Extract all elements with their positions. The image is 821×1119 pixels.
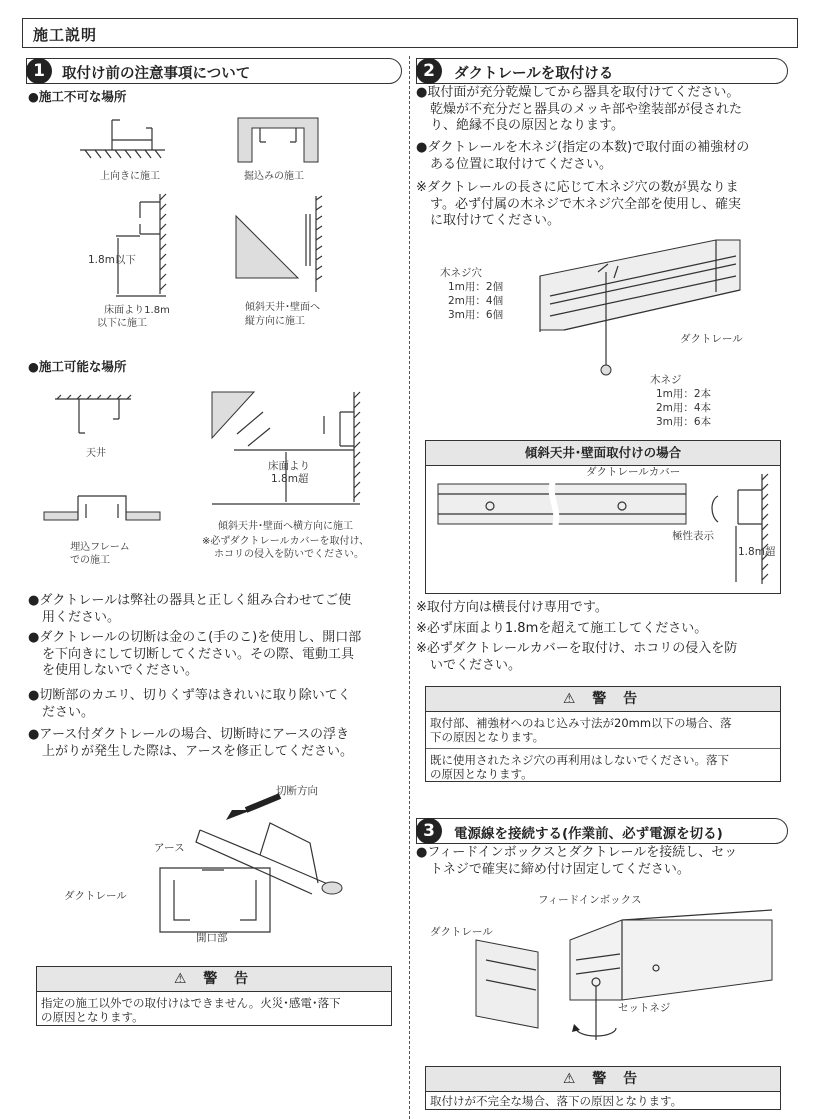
label-set-screw: セットネジ	[618, 1002, 671, 1014]
label-earth: アース	[154, 842, 185, 854]
ceiling-install-diagram	[55, 395, 135, 440]
recessed-install-diagram	[238, 118, 328, 163]
label-screw-holes: 木ネジ穴	[440, 267, 482, 279]
caption-upward: 上向きに施工	[100, 171, 160, 182]
label-cut-direction: 切断方向	[276, 785, 318, 797]
s2-warning-line-1: 取付部、補強材へのねじ込み寸法が20mm以下の場合、落	[430, 716, 732, 730]
rail-screw-diagram	[520, 236, 750, 386]
s1-warning-title: ⚠ 警 告	[37, 967, 391, 992]
section3-title: 電源線を接続する(作業前、必ず電源を切る)	[454, 826, 723, 842]
caption-slope-vertical-1: 傾斜天井･壁面へ	[245, 302, 320, 313]
label-1-8m-over-s2: 1.8m超	[738, 546, 776, 558]
s2-warning-title: ⚠ 警 告	[426, 687, 780, 712]
upward-install-diagram	[80, 112, 170, 162]
label-floor-above: 床面より	[268, 460, 310, 472]
hole-count-2m: 2m用：4個	[448, 295, 504, 307]
s1-warning	[36, 966, 392, 1026]
s2-warning-line-2: 下の原因となります。	[430, 730, 545, 744]
label-wood-screw: 木ネジ	[650, 374, 682, 386]
s2-note-cover-2: いでください。	[430, 657, 522, 673]
caption-cover-note-1: ※必ずダクトレールカバーを取付け、	[202, 536, 370, 547]
vertical-slope-diagram	[236, 196, 336, 296]
s2-warning-line-4: の原因となります。	[430, 767, 533, 781]
caption-slope-vertical-2: 縦方向に施工	[245, 316, 305, 327]
screw-count-3m: 3m用：6本	[656, 416, 712, 428]
slope-box-title: 傾斜天井･壁面取付けの場合	[426, 441, 780, 466]
caption-ceiling: 天井	[86, 448, 106, 459]
saw-cutting-diagram	[140, 790, 360, 950]
s2-note-1: ※ダクトレールの長さに応じて木ネジ穴の数が異なりま す。必ず付属の木ネジで木ネジ穴全部を使用し、確実 に取付けてください。	[416, 180, 741, 228]
hole-count-3m: 3m用：6個	[448, 309, 504, 321]
caption-recessed: 掘込みの施工	[244, 171, 304, 182]
slope-cover-diagram	[436, 474, 776, 586]
s3-warning-title: ⚠ 警 告	[426, 1067, 780, 1092]
hole-count-1m: 1m用：2個	[448, 281, 504, 293]
s3-bullet-1: ●フィードインボックスとダクトレールを接続し、セッ トネジで確実に締め付け固定してください。	[416, 845, 738, 877]
s2-note-height: ※必ず床面より1.8mを超えて施工してください。	[416, 620, 708, 636]
label-rail-cover: ダクトレールカバー	[586, 466, 681, 478]
horizontal-slope-diagram	[212, 392, 382, 512]
page-title: 施工説明	[33, 26, 98, 44]
s3-warning-line-1: 取付けが不完全な場合、落下の原因となります。	[430, 1094, 683, 1108]
s1-warning-line-1: 指定の施工以外での取付けはできません。火災･感電･落下	[41, 996, 341, 1010]
embedded-frame-diagram	[44, 492, 164, 532]
s2-bullet-1: ●取付面が充分乾燥してから器具を取付けてください。 乾燥が不充分だと器具のメッキ部や塗装部が侵された り、絶縁不良の原因となります。	[416, 85, 743, 133]
section2-title: ダクトレールを取付ける	[454, 66, 614, 82]
s1-warning-line-2: の原因となります。	[41, 1010, 144, 1024]
label-feed-in-box: フィードインボックス	[538, 894, 642, 906]
caption-cover-note-2: ホコリの侵入を防いでください。	[214, 549, 364, 560]
s1-bullet-4: ●アース付ダクトレールの場合、切断時にアースの浮き 上がりが発生した際は、アースを修正してください。	[28, 727, 353, 759]
section3-number: 3	[416, 818, 442, 844]
caption-embedded-2: での施工	[70, 555, 110, 566]
label-1-8m-over: 1.8m超	[271, 473, 309, 485]
s2-warning-line-3: 既に使用されたネジ穴の再利用はしないでください。落下	[430, 753, 729, 767]
s2-bullet-2: ●ダクトレールを木ネジ(指定の本数)で取付面の補強材の ある位置に取付けてください。	[416, 140, 750, 172]
section1-number: 1	[26, 58, 52, 84]
column-divider	[409, 56, 410, 1119]
s1-bullet-1: ●ダクトレールは弊社の器具と正しく組み合わせてご使 用ください。	[28, 593, 352, 625]
caption-low-2: 以下に施工	[97, 318, 147, 329]
feed-in-box-diagram	[476, 900, 776, 1050]
s2-notes	[416, 600, 737, 674]
s3-warning	[425, 1066, 781, 1110]
section2-number: 2	[416, 58, 442, 84]
page-header	[22, 18, 798, 48]
caption-low-1: 床面より1.8m	[104, 305, 170, 316]
allowed-heading: ●施工可能な場所	[28, 359, 127, 374]
s1-bullet-2: ●ダクトレールの切断は金のこ(手のこ)を使用し、開口部 を下向きにして切断してください。その際、電動工具 を使用しないでください。	[28, 630, 362, 678]
caption-slope-horizontal: 傾斜天井･壁面へ横方向に施工	[218, 521, 353, 532]
screw-count-1m: 1m用：2本	[656, 388, 712, 400]
label-opening: 開口部	[196, 932, 228, 944]
label-polarity: 極性表示	[672, 530, 714, 542]
not-allowed-heading: ●施工不可な場所	[28, 89, 127, 104]
label-1-8m-below: 1.8m以下	[88, 254, 136, 266]
label-rail-s3: ダクトレール	[430, 926, 493, 938]
low-install-diagram	[110, 192, 170, 302]
s1-bullet-3: ●切断部のカエリ、切りくず等はきれいに取り除いてく ださい。	[28, 688, 351, 720]
s2-note-direction: ※取付方向は横長付け専用です。	[416, 600, 608, 615]
s2-warning	[425, 686, 781, 782]
label-rail-s2: ダクトレール	[680, 333, 743, 345]
section1-title: 取付け前の注意事項について	[62, 66, 251, 82]
label-duct-rail: ダクトレール	[64, 890, 127, 902]
s2-note-cover-1: ※必ずダクトレールカバーを取付け、ホコリの侵入を防	[416, 641, 738, 656]
caption-embedded-1: 埋込フレーム	[70, 542, 130, 553]
screw-count-2m: 2m用：4本	[656, 402, 712, 414]
